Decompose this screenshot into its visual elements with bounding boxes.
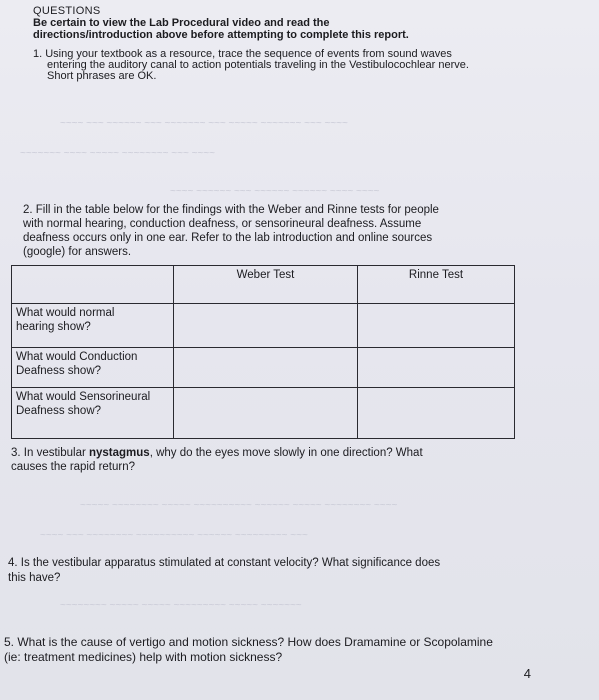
q2-line-1: 2. Fill in the table below for the findings with the Weber and Rinne tests for people bbox=[23, 204, 439, 216]
bleed-through-text: ~~~~ ~~~ ~~~~~~ ~~~ ~~~~~~~ ~~~ ~~~~~ ~~~~~~~ ~~~ ~~~~ bbox=[60, 118, 348, 129]
table-row bbox=[12, 348, 515, 388]
q4-line-2: this have? bbox=[8, 572, 61, 584]
weber-answer-cell[interactable] bbox=[174, 304, 358, 348]
q2-line-4: (google) for answers. bbox=[23, 246, 132, 258]
q1-line-2: entering the auditory canal to action potentials traveling in the Vestibulocochlear nerve. bbox=[47, 59, 469, 71]
instructions-line-2: directions/introduction above before attempting to complete this report. bbox=[33, 29, 409, 41]
weber-answer-cell[interactable] bbox=[174, 388, 358, 439]
q5-line-1: 5. What is the cause of vertigo and motion sickness? How does Dramamine or Scopolamine bbox=[4, 635, 493, 649]
q3-line-2: causes the rapid return? bbox=[11, 461, 136, 473]
q3-line-1: 3. In vestibular nystagmus, why do the eyes move slowly in one direction? What bbox=[11, 447, 423, 459]
q2-line-2: with normal hearing, conduction deafness, or sensorineural deafness. Assume bbox=[23, 218, 422, 230]
table-row bbox=[12, 304, 515, 348]
bleed-through-text: ~~~~~ ~~~~~~~~ ~~~~~ ~~~~~~~~~~ ~~~~~~ ~~~~~ ~~~~~~~~ ~~~~ bbox=[80, 500, 398, 511]
rinne-answer-cell[interactable] bbox=[358, 388, 515, 439]
rinne-answer-cell[interactable] bbox=[358, 348, 515, 388]
rinne-test-header: Rinne Test bbox=[358, 266, 515, 304]
table-row bbox=[12, 388, 515, 439]
bleed-through-text: ~~~~~~~~ ~~~~~ ~~~~~ ~~~~~~~~~ ~~~~~ ~~~~~~~ bbox=[60, 600, 302, 611]
weber-answer-cell[interactable] bbox=[174, 348, 358, 388]
row-label-line: hearing show? bbox=[16, 321, 91, 333]
bleed-through-text: ~~~~ ~~~~~~ ~~~ ~~~~~~ ~~~~~~ ~~~~ ~~~~ bbox=[170, 186, 380, 197]
q1-line-1: 1. Using your textbook as a resource, trace the sequence of events from sound waves bbox=[33, 48, 452, 60]
weber-test-header: Weber Test bbox=[174, 266, 358, 304]
instructions-line-1: Be certain to view the Lab Procedural video and read the bbox=[33, 17, 330, 29]
weber-rinne-table bbox=[11, 265, 515, 439]
questions-heading: QUESTIONS bbox=[33, 5, 101, 17]
table-corner-cell bbox=[12, 266, 174, 304]
row-label-line: Deafness show? bbox=[16, 405, 102, 417]
table-header-row bbox=[12, 266, 515, 304]
q2-line-3: deafness occurs only in one ear. Refer to the lab introduction and online sources bbox=[23, 232, 433, 244]
q5-line-2: (ie: treatment medicines) help with motion sickness? bbox=[4, 650, 283, 664]
row-label bbox=[12, 388, 174, 439]
row-label-line: What would Sensorineural bbox=[16, 391, 151, 403]
row-label-line: Deafness show? bbox=[16, 365, 102, 377]
bleed-through-text: ~~~~ ~~~ ~~~~~~~~ ~~~~~~~~~~ ~~~~~~ ~~~~~~~~~ ~~~ bbox=[40, 530, 308, 541]
page-number: 4 bbox=[523, 666, 531, 681]
q1-line-3: Short phrases are OK. bbox=[47, 70, 157, 82]
row-label-line: What would normal bbox=[16, 307, 115, 319]
row-label bbox=[12, 348, 174, 388]
nystagmus-emphasis: nystagmus bbox=[88, 447, 150, 459]
row-label-line: What would Conduction bbox=[16, 351, 138, 363]
q4-line-1: 4. Is the vestibular apparatus stimulated at constant velocity? What significance does bbox=[8, 557, 441, 569]
row-label bbox=[12, 304, 174, 348]
bleed-through-text: ~~~~~~~ ~~~~ ~~~~~ ~~~~~~~~ ~~~ ~~~~ bbox=[20, 148, 215, 159]
rinne-answer-cell[interactable] bbox=[358, 304, 515, 348]
